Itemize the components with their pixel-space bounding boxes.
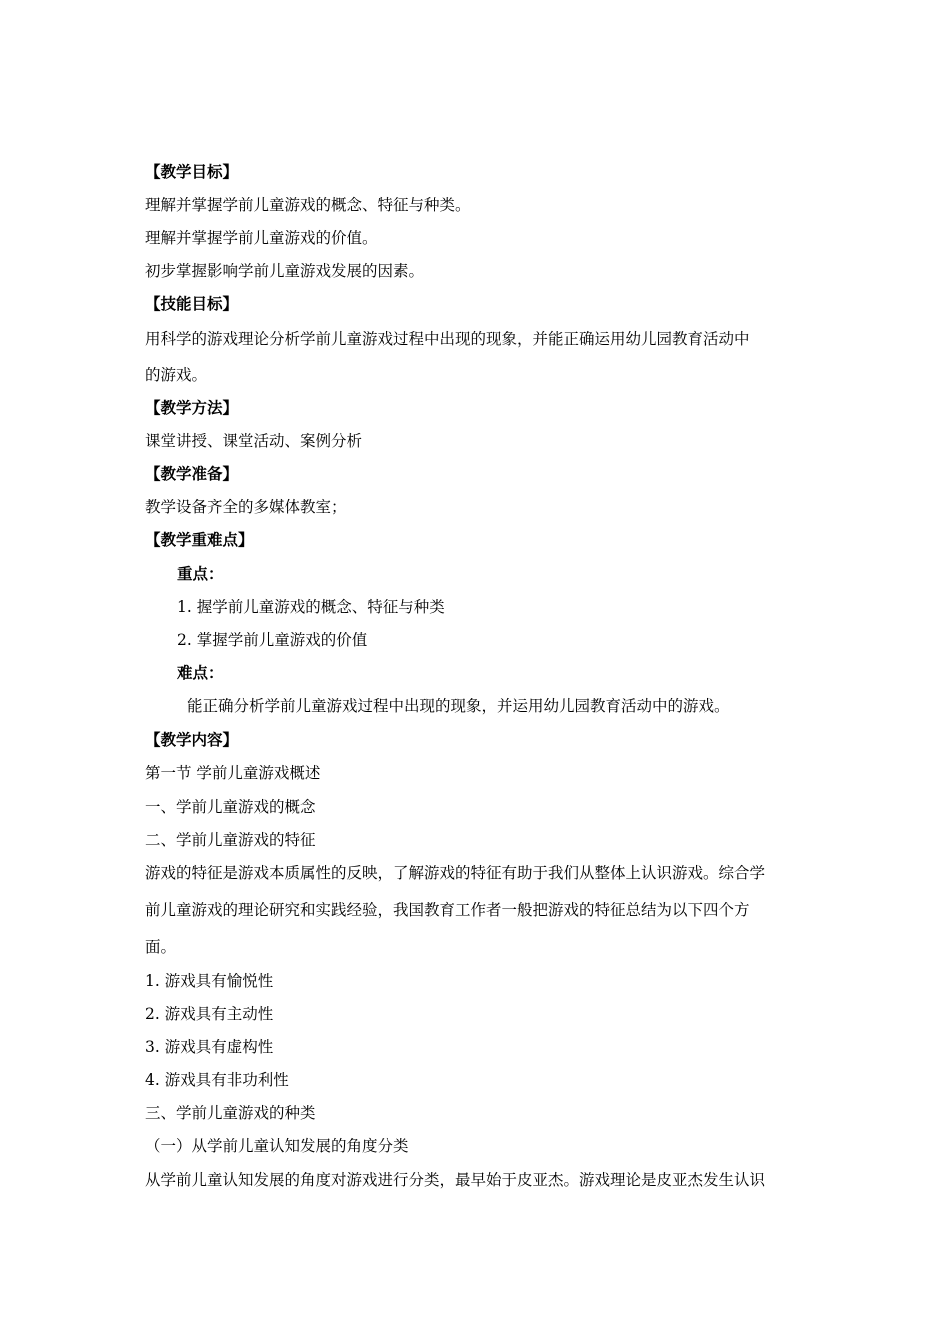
- feature-3: 3. 游戏具有虚构性: [145, 1038, 274, 1056]
- difficult-point-text: 能正确分析学前儿童游戏过程中出现的现象，并运用幼儿园教育活动中的游戏。: [187, 697, 730, 715]
- feature-2: 2. 游戏具有主动性: [145, 1005, 274, 1023]
- paragraph-1-line-3: 面。: [145, 938, 177, 956]
- teaching-method-text: 课堂讲授、课堂活动、案例分析: [145, 432, 363, 450]
- goal-item-2: 理解并掌握学前儿童游戏的价值。: [145, 229, 378, 247]
- paragraph-2-line-1: 从学前儿童认知发展的角度对游戏进行分类，最早始于皮亚杰。游戏理论是皮亚杰发生认识: [145, 1171, 766, 1189]
- teaching-prep-heading: 【教学准备】: [145, 464, 239, 483]
- goal-item-1: 理解并掌握学前儿童游戏的概念、特征与种类。: [145, 196, 471, 214]
- key-point-2: 2. 掌握学前儿童游戏的价值: [177, 631, 368, 649]
- teaching-method-heading: 【教学方法】: [145, 398, 239, 417]
- key-points-label: 重点：: [177, 564, 224, 583]
- part-1-title: 一、学前儿童游戏的概念: [145, 798, 316, 816]
- goal-item-3: 初步掌握影响学前儿童游戏发展的因素。: [145, 262, 425, 280]
- skill-goals-line-1: 用科学的游戏理论分析学前儿童游戏过程中出现的现象，并能正确运用幼儿园教育活动中: [145, 330, 750, 348]
- skill-goals-line-2: 的游戏。: [145, 366, 208, 384]
- feature-1: 1. 游戏具有愉悦性: [145, 972, 274, 990]
- subsection-1-title: （一）从学前儿童认知发展的角度分类: [145, 1137, 409, 1155]
- section-1-title: 第一节 学前儿童游戏概述: [145, 764, 321, 782]
- feature-4: 4. 游戏具有非功利性: [145, 1071, 289, 1089]
- teaching-content-heading: 【教学内容】: [145, 730, 239, 749]
- difficult-points-label: 难点：: [177, 663, 224, 682]
- paragraph-1-line-2: 前儿童游戏的理论研究和实践经验，我国教育工作者一般把游戏的特征总结为以下四个方: [145, 901, 750, 919]
- paragraph-1-line-1: 游戏的特征是游戏本质属性的反映，了解游戏的特征有助于我们从整体上认识游戏。综合学: [145, 864, 766, 882]
- teaching-goals-heading: 【教学目标】: [145, 162, 239, 181]
- part-2-title: 二、学前儿童游戏的特征: [145, 831, 316, 849]
- skill-goals-heading: 【技能目标】: [145, 294, 239, 313]
- key-point-1: 1. 握学前儿童游戏的概念、特征与种类: [177, 598, 445, 616]
- teaching-prep-text: 教学设备齐全的多媒体教室；: [145, 498, 347, 516]
- part-3-title: 三、学前儿童游戏的种类: [145, 1104, 316, 1122]
- key-difficult-heading: 【教学重难点】: [145, 530, 254, 549]
